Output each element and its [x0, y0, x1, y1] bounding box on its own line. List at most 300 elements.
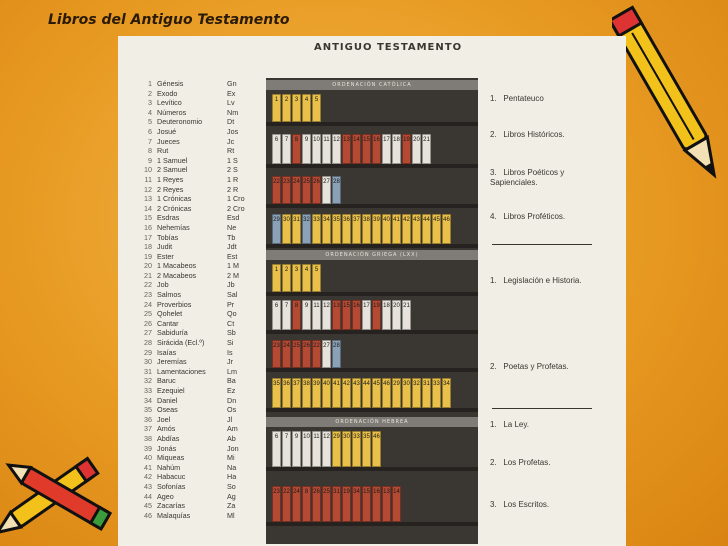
book-spine: 4 — [302, 264, 311, 292]
book-list-row — [124, 261, 272, 271]
book-spine: 15 — [362, 134, 371, 164]
book-spine: 31 — [292, 214, 301, 244]
book-list-row — [124, 463, 272, 473]
book-spine: 9 — [292, 431, 301, 467]
book-spine: 24 — [282, 340, 291, 368]
shelf-row — [272, 264, 321, 292]
category-label: 3. Libros Poéticos y Sapienciales. — [490, 168, 565, 187]
book-list-row — [124, 252, 272, 262]
book-spine: 30 — [402, 378, 411, 408]
book-spine: 12 — [322, 300, 331, 330]
book-spine: 11 — [322, 134, 331, 164]
book-spine: 11 — [312, 300, 321, 330]
book-spine: 19 — [402, 134, 411, 164]
shelf-row — [272, 431, 381, 467]
book-abbreviation: Ab — [227, 433, 236, 443]
book-abbreviation: 1 S — [227, 155, 238, 165]
book-number: 3 — [148, 98, 152, 108]
book-spine: 7 — [282, 300, 291, 330]
book-name: Sabiduría — [157, 328, 188, 338]
book-name: Números — [157, 107, 187, 117]
book-number: 17 — [144, 232, 152, 242]
book-spine: 29 — [332, 431, 341, 467]
bookshelf-diagram — [266, 78, 478, 544]
book-abbreviation: Os — [227, 405, 237, 415]
book-spine: 3 — [292, 264, 301, 292]
book-spine: 40 — [322, 378, 331, 408]
book-abbreviation: 2 S — [227, 165, 238, 175]
book-abbreviation: Am — [227, 424, 238, 434]
book-abbreviation: Ct — [227, 318, 235, 328]
book-number: 44 — [144, 491, 152, 501]
book-list — [124, 79, 272, 520]
book-spine: 28 — [332, 176, 341, 204]
book-name: 2 Macabeos — [157, 270, 197, 280]
book-abbreviation: Si — [227, 338, 234, 348]
book-list-row — [124, 472, 272, 482]
shelf-board — [266, 292, 478, 296]
book-list-row — [124, 117, 272, 127]
book-spine: 25 — [322, 486, 331, 522]
book-abbreviation: 2 M — [227, 270, 239, 280]
book-name: 1 Crónicas — [157, 194, 192, 204]
book-spine: 7 — [282, 431, 291, 467]
book-name: Zacarías — [157, 501, 185, 511]
book-list-row — [124, 89, 272, 99]
book-name: Tobías — [157, 232, 179, 242]
book-list-row — [124, 405, 272, 415]
book-list-row — [124, 511, 272, 521]
book-number: 34 — [144, 395, 152, 405]
book-spine: 19 — [342, 486, 351, 522]
book-number: 30 — [144, 357, 152, 367]
book-spine: 26 — [312, 486, 321, 522]
book-number: 10 — [144, 165, 152, 175]
book-abbreviation: So — [227, 481, 236, 491]
book-number: 19 — [144, 251, 152, 261]
book-name: 2 Samuel — [157, 165, 188, 175]
book-list-row — [124, 108, 272, 118]
book-spine: 10 — [312, 134, 321, 164]
book-spine: 8 — [292, 300, 301, 330]
book-abbreviation: 1 M — [227, 261, 239, 271]
book-number: 25 — [144, 309, 152, 319]
book-abbreviation: Ba — [227, 376, 236, 386]
book-abbreviation: 2 Cro — [227, 203, 245, 213]
book-name: Génesis — [157, 79, 184, 88]
book-name: 1 Reyes — [157, 174, 184, 184]
category-label: 2. Los Profetas. — [490, 458, 551, 467]
book-number: 24 — [144, 299, 152, 309]
book-name: Esdras — [157, 213, 180, 223]
book-spine: 7 — [282, 134, 291, 164]
book-number: 39 — [144, 443, 152, 453]
book-number: 8 — [148, 146, 152, 156]
book-abbreviation: Lm — [227, 366, 237, 376]
book-spine: 33 — [432, 378, 441, 408]
book-spine: 38 — [302, 378, 311, 408]
book-name: Isaías — [157, 347, 177, 357]
book-number: 37 — [144, 424, 152, 434]
book-abbreviation: Mi — [227, 453, 235, 463]
book-list-row — [124, 348, 272, 358]
book-spine: 6 — [272, 431, 281, 467]
book-name: 2 Reyes — [157, 184, 184, 194]
book-spine: 28 — [332, 340, 341, 368]
book-spine: 41 — [392, 214, 401, 244]
book-spine: 32 — [412, 378, 421, 408]
book-number: 13 — [144, 194, 152, 204]
book-abbreviation: Tb — [227, 232, 236, 242]
book-name: Proverbios — [157, 299, 192, 309]
book-list-row — [124, 453, 272, 463]
book-spine: 25 — [292, 340, 301, 368]
shelf-board — [266, 467, 478, 471]
book-spine: 37 — [352, 214, 361, 244]
book-spine: 31 — [332, 486, 341, 522]
book-name: Qohelet — [157, 309, 183, 319]
book-spine: 29 — [272, 214, 281, 244]
book-abbreviation: 2 R — [227, 184, 239, 194]
book-spine: 34 — [322, 214, 331, 244]
shelf-row — [272, 176, 341, 204]
book-spine: 26 — [302, 340, 311, 368]
book-spine: 39 — [372, 214, 381, 244]
book-spine: 46 — [382, 378, 391, 408]
book-list-row — [124, 367, 272, 377]
book-number: 5 — [148, 117, 152, 127]
book-list-row — [124, 165, 272, 175]
book-number: 45 — [144, 501, 152, 511]
book-spine: 10 — [302, 431, 311, 467]
book-name: Baruc — [157, 376, 176, 386]
book-number: 41 — [144, 462, 152, 472]
book-abbreviation: Jos — [227, 126, 239, 136]
shelf-board — [266, 368, 478, 372]
book-abbreviation: Ez — [227, 386, 236, 395]
book-name: Ageo — [157, 491, 174, 501]
band-hebrew: ORDENACIÓN HEBREA — [266, 417, 478, 427]
book-name: Oseas — [157, 405, 178, 415]
book-spine: 20 — [412, 134, 421, 164]
book-spine: 27 — [322, 176, 331, 204]
book-abbreviation: Dt — [227, 117, 235, 127]
book-spine: 12 — [322, 431, 331, 467]
book-name: Miqueas — [157, 453, 185, 463]
book-spine: 45 — [432, 214, 441, 244]
book-spine: 9 — [302, 134, 311, 164]
book-spine: 43 — [352, 378, 361, 408]
book-spine: 45 — [372, 378, 381, 408]
book-spine: 19 — [372, 300, 381, 330]
book-number: 35 — [144, 405, 152, 415]
book-number: 32 — [144, 376, 152, 386]
book-spine: 34 — [442, 378, 451, 408]
shelf-board — [266, 122, 478, 126]
book-spine: 6 — [272, 134, 281, 164]
shelf-row — [272, 134, 431, 164]
category-label: 1. Legislación e Historia. — [490, 276, 582, 285]
book-list-row — [124, 386, 272, 396]
book-name: Rut — [157, 146, 169, 156]
book-spine: 22 — [312, 340, 321, 368]
book-spine: 13 — [382, 486, 391, 522]
book-name: Jeremías — [157, 357, 187, 367]
book-list-row — [124, 127, 272, 137]
book-number: 6 — [148, 126, 152, 136]
book-name: Sofonías — [157, 481, 186, 491]
book-list-row — [124, 242, 272, 252]
book-abbreviation: Gn — [227, 79, 237, 88]
shelf-board — [266, 244, 478, 248]
book-list-row — [124, 434, 272, 444]
book-spine: 37 — [292, 378, 301, 408]
book-list-row — [124, 424, 272, 434]
book-list-row — [124, 233, 272, 243]
book-spine: 33 — [312, 214, 321, 244]
shelf-board — [266, 522, 478, 526]
book-spine: 2 — [282, 94, 291, 122]
book-name: Lamentaciones — [157, 366, 206, 376]
shelf-board — [266, 408, 478, 412]
book-spine: 23 — [282, 176, 291, 204]
book-abbreviation: Ml — [227, 510, 235, 520]
book-abbreviation: Ex — [227, 88, 236, 98]
book-list-row — [124, 156, 272, 166]
book-spine: 16 — [352, 300, 361, 330]
book-spine: 22 — [282, 486, 291, 522]
book-name: Cantar — [157, 318, 179, 328]
book-spine: 21 — [402, 300, 411, 330]
book-name: Nahúm — [157, 462, 181, 472]
category-label: 1. La Ley. — [490, 420, 529, 429]
book-spine: 18 — [392, 134, 401, 164]
book-spine: 1 — [272, 264, 281, 292]
book-name: 1 Macabeos — [157, 261, 197, 271]
shelf-row — [272, 486, 401, 522]
book-spine: 12 — [332, 134, 341, 164]
band-catholic: ORDENACIÓN CATÓLICA — [266, 80, 478, 90]
book-spine: 38 — [362, 214, 371, 244]
book-list-row — [124, 213, 272, 223]
book-list-row — [124, 338, 272, 348]
book-number: 18 — [144, 242, 152, 252]
book-spine: 46 — [442, 214, 451, 244]
book-list-row — [124, 300, 272, 310]
book-spine: 1 — [272, 94, 281, 122]
book-abbreviation: Is — [227, 347, 233, 357]
book-list-row — [124, 319, 272, 329]
book-spine: 33 — [352, 431, 361, 467]
scanned-chart-image — [118, 36, 626, 546]
book-abbreviation: Esd — [227, 213, 240, 223]
book-name: Sirácida (Ecl.º) — [157, 338, 205, 348]
book-name: Jueces — [157, 136, 180, 146]
book-abbreviation: Lv — [227, 98, 235, 108]
book-list-row — [124, 290, 272, 300]
book-list-row — [124, 444, 272, 454]
book-abbreviation: Pr — [227, 299, 235, 309]
book-abbreviation: Na — [227, 462, 237, 472]
book-spine: 41 — [332, 378, 341, 408]
book-spine: 20 — [392, 300, 401, 330]
book-spine: 15 — [342, 300, 351, 330]
book-abbreviation: Ha — [227, 472, 237, 482]
book-spine: 44 — [362, 378, 371, 408]
book-list-row — [124, 280, 272, 290]
book-name: Ezequiel — [157, 386, 185, 395]
book-abbreviation: Nm — [227, 107, 239, 117]
book-abbreviation: Jon — [227, 443, 239, 453]
shelf-board — [266, 204, 478, 208]
book-spine: 23 — [272, 340, 281, 368]
book-number: 22 — [144, 280, 152, 290]
book-name: Josué — [157, 126, 177, 136]
book-number: 33 — [144, 386, 152, 395]
book-name: Amós — [157, 424, 176, 434]
book-list-row — [124, 204, 272, 214]
book-number: 27 — [144, 328, 152, 338]
book-abbreviation: Rt — [227, 146, 235, 156]
book-number: 9 — [148, 155, 152, 165]
book-spine: 13 — [332, 300, 341, 330]
book-spine: 21 — [422, 134, 431, 164]
book-spine: 4 — [302, 94, 311, 122]
book-list-row — [124, 482, 272, 492]
book-number: 38 — [144, 433, 152, 443]
book-list-row — [124, 223, 272, 233]
book-spine: 40 — [382, 214, 391, 244]
book-abbreviation: Ag — [227, 491, 236, 501]
shelf-row — [272, 300, 411, 330]
book-spine: 22 — [272, 176, 281, 204]
book-spine: 39 — [312, 378, 321, 408]
divider-rule — [492, 408, 592, 409]
book-spine: 24 — [292, 486, 301, 522]
category-label: 3. Los Escritos. — [490, 500, 550, 509]
book-number: 42 — [144, 472, 152, 482]
book-number: 31 — [144, 366, 152, 376]
book-spine: 35 — [332, 214, 341, 244]
book-abbreviation: Qo — [227, 309, 237, 319]
book-list-row — [124, 79, 272, 89]
document-heading: ANTIGUO TESTAMENTO — [314, 42, 463, 53]
category-label: 2. Libros Históricos. — [490, 130, 565, 139]
book-spine: 35 — [272, 378, 281, 408]
book-spine: 8 — [302, 486, 311, 522]
book-list-row — [124, 309, 272, 319]
shelf-row — [272, 214, 451, 244]
book-number: 15 — [144, 213, 152, 223]
book-name: Abdías — [157, 433, 180, 443]
book-abbreviation: Dn — [227, 395, 237, 405]
shelf-board — [266, 330, 478, 334]
book-spine: 42 — [342, 378, 351, 408]
book-abbreviation: Sal — [227, 290, 238, 300]
book-spine: 42 — [402, 214, 411, 244]
book-spine: 24 — [292, 176, 301, 204]
book-spine: 17 — [382, 134, 391, 164]
book-number: 1 — [148, 79, 152, 88]
book-abbreviation: Jc — [227, 136, 235, 146]
book-spine: 36 — [282, 378, 291, 408]
book-name: 2 Crónicas — [157, 203, 192, 213]
book-name: Malaquías — [157, 510, 191, 520]
book-list-row — [124, 146, 272, 156]
book-list-row — [124, 376, 272, 386]
book-spine: 11 — [312, 431, 321, 467]
book-spine: 5 — [312, 94, 321, 122]
book-spine: 32 — [302, 214, 311, 244]
book-name: Judit — [157, 242, 173, 252]
book-abbreviation: Za — [227, 501, 236, 511]
book-list-row — [124, 137, 272, 147]
book-spine: 5 — [312, 264, 321, 292]
book-spine: 25 — [302, 176, 311, 204]
divider-rule — [492, 244, 592, 245]
book-number: 28 — [144, 338, 152, 348]
book-number: 46 — [144, 510, 152, 520]
category-label: 1. Pentateuco — [490, 94, 544, 103]
book-spine: 3 — [292, 94, 301, 122]
book-spine: 8 — [292, 134, 301, 164]
book-spine: 36 — [342, 214, 351, 244]
book-spine: 34 — [352, 486, 361, 522]
book-name: 1 Samuel — [157, 155, 188, 165]
book-number: 16 — [144, 222, 152, 232]
shelf-row — [272, 378, 451, 408]
book-name: Nehemías — [157, 222, 190, 232]
book-number: 12 — [144, 184, 152, 194]
book-abbreviation: Jb — [227, 280, 235, 290]
book-spine: 30 — [282, 214, 291, 244]
book-number: 29 — [144, 347, 152, 357]
category-label: 4. Libros Proféticos. — [490, 212, 566, 221]
book-spine: 44 — [422, 214, 431, 244]
book-list-row — [124, 396, 272, 406]
book-list-row — [124, 194, 272, 204]
book-abbreviation: 1 R — [227, 174, 239, 184]
book-spine: 16 — [372, 134, 381, 164]
book-number: 14 — [144, 203, 152, 213]
book-name: Daniel — [157, 395, 178, 405]
book-list-row — [124, 415, 272, 425]
book-list-row — [124, 328, 272, 338]
book-abbreviation: Est — [227, 251, 238, 261]
book-spine: 31 — [422, 378, 431, 408]
book-number: 4 — [148, 107, 152, 117]
book-spine: 35 — [362, 431, 371, 467]
book-spine: 18 — [382, 300, 391, 330]
book-list-row — [124, 98, 272, 108]
book-spine: 15 — [362, 486, 371, 522]
book-abbreviation: Sb — [227, 328, 236, 338]
book-number: 11 — [144, 174, 152, 184]
book-name: Salmos — [157, 290, 181, 300]
book-name: Levítico — [157, 98, 182, 108]
book-number: 40 — [144, 453, 152, 463]
book-abbreviation: Jr — [227, 357, 233, 367]
book-name: Jonás — [157, 443, 177, 453]
book-spine: 14 — [392, 486, 401, 522]
book-number: 2 — [148, 88, 152, 98]
shelf-board — [266, 164, 478, 168]
book-name: Exodo — [157, 88, 178, 98]
book-name: Habacuc — [157, 472, 186, 482]
book-number: 43 — [144, 481, 152, 491]
book-spine: 23 — [272, 486, 281, 522]
shelf-row — [272, 340, 341, 368]
